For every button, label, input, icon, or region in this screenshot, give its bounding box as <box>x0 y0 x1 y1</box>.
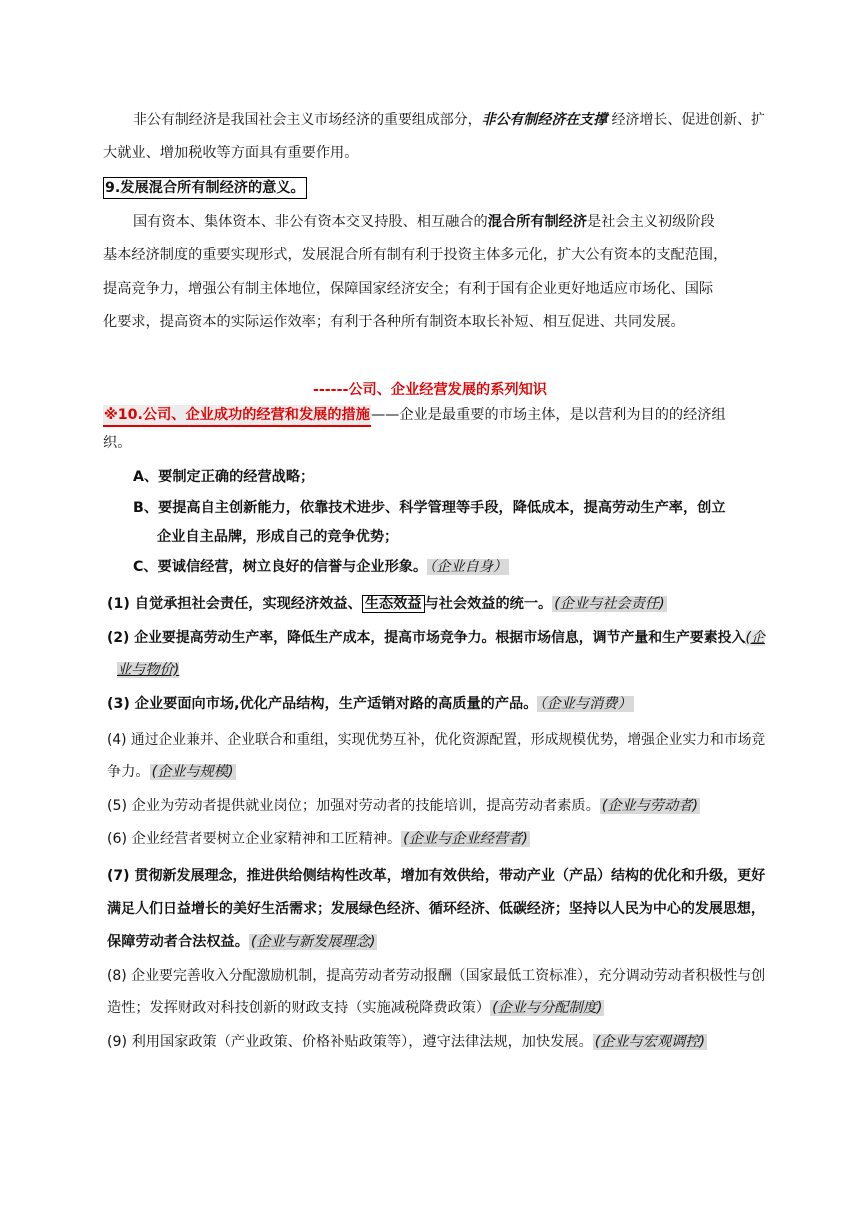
heading-9-label: 9.发展混合所有制经济的意义。 <box>103 177 307 199</box>
item-8-line-1: (8) 企业要完善收入分配激励机制，提高劳动者劳动报酬（国家最低工资标准），充分调动劳动者积极性与创 <box>107 968 766 984</box>
item-8-line-2 <box>107 998 604 1018</box>
series-title: ------公司、企业经营发展的系列知识 <box>313 382 547 398</box>
intro-line-2 <box>103 143 358 163</box>
item-9 <box>107 1032 707 1052</box>
item-c-text: C、要诚信经营，树立良好的信誉与企业形象。 <box>133 559 428 575</box>
item-4-tag: (企业与规模) <box>151 764 234 780</box>
p9-bold-term: 混合所有制经济 <box>487 214 588 230</box>
item-2-tag-start: (企 <box>745 630 765 646</box>
item-4-line-1: (4) 通过企业兼并、企业联合和重组，实现优势互补，优化资源配置，形成规模优势，增强企业实力和市场竞 <box>107 732 766 748</box>
item-5-text: (5) 企业为劳动者提供就业岗位；加强对劳动者的技能培训，提高劳动者素质。 <box>107 798 600 814</box>
item-2-line-2 <box>117 660 179 680</box>
intro-text-cont: 经济增长、促进创新、扩 <box>607 112 765 128</box>
item-c <box>133 557 509 577</box>
item-2-text: (2) 企业要提高劳动生产率，降低生产成本，提高市场竞争力。根据市场信息，调节产量和生产要素投入 <box>107 630 746 646</box>
item-7-line-2: 满足人们日益增长的美好生活需求；发展绿色经济、循环经济、低碳经济；坚持以人民为中心的发展思想， <box>107 901 765 917</box>
item-3-tag: （企业与消费） <box>539 696 632 712</box>
item-1-tag: (企业与社会责任) <box>554 596 665 612</box>
item-b-line-2: 企业自主品牌，形成自己的竞争优势； <box>157 529 399 545</box>
intro-line-1 <box>133 110 765 130</box>
p9-line-2: 基本经济制度的重要实现形式，发展混合所有制有利于投资主体多元化，扩大公有资本的支配范围， <box>103 247 728 263</box>
heading-10-desc: ——企业是最重要的市场主体，是以营利为目的的经济组 <box>370 407 726 423</box>
p9-line-1 <box>133 212 715 232</box>
item-7-tag: (企业与新发展理念) <box>250 934 376 950</box>
item-6-text: (6) 企业经营者要树立企业家精神和工匠精神。 <box>107 831 402 847</box>
item-c-tag: （企业自身） <box>429 559 508 575</box>
item-6 <box>107 829 530 849</box>
heading-10-label: ※10.公司、企业成功的经营和发展的措施 <box>103 405 371 427</box>
item-b-line-1: B、要提高自主创新能力，依靠技术进步、科学管理等手段，降低成本，提高劳动生产率，创立 <box>133 500 726 516</box>
p9-line-3: 提高竞争力，增强公有制主体地位，保障国家经济安全；有利于国有企业更好地适应市场化、国际 <box>103 281 714 297</box>
item-8-tag: (企业与分配制度) <box>492 1000 603 1016</box>
item-1 <box>107 594 667 614</box>
heading-10-line-2: 织。 <box>103 435 132 451</box>
item-a: A、要制定正确的经营战略； <box>133 469 315 485</box>
heading-9 <box>103 177 307 199</box>
item-6-tag: (企业与企业经营者) <box>403 831 528 847</box>
item-7-line-3 <box>107 932 377 952</box>
p9-text: 国有资本、集体资本、非公有资本交叉持股、相互融合的 <box>133 214 488 230</box>
item-1-boxed-term: 生态效益 <box>362 595 425 613</box>
p9-line-4: 化要求，提高资本的实际运作效率；有利于各种所有制资本取长补短、相互促进、共同发展。 <box>103 314 685 330</box>
item-4-text-end: 争力。 <box>107 764 150 780</box>
item-3-text: (3) 企业要面向市场,优化产品结构，生产适销对路的高质量的产品。 <box>107 696 538 712</box>
item-2-line-1 <box>107 628 765 648</box>
item-5 <box>107 796 700 816</box>
item-1-text: (1) 自觉承担社会责任，实现经济效益、 <box>107 596 362 612</box>
item-5-tag: (企业与劳动者) <box>601 798 698 814</box>
item-8-text-end: 造性；发挥财政对科技创新的财政支持（实施减税降费政策） <box>107 1000 491 1016</box>
intro-text: 非公有制经济是我国社会主义市场经济的重要组成部分， <box>133 112 482 128</box>
item-1-text-cont: 与社会效益的统一。 <box>424 596 553 612</box>
item-7-text-end: 保障劳动者合法权益。 <box>107 934 249 950</box>
item-9-text: (9) 利用国家政策（产业政策、价格补贴政策等），遵守法律法规，加快发展。 <box>107 1034 593 1050</box>
item-3 <box>107 694 634 714</box>
item-9-tag: (企业与宏观调控) <box>594 1034 706 1050</box>
intro-emphasis: 非公有制经济在支撑 <box>481 112 608 128</box>
item-2-tag-end: 业与物价) <box>117 662 180 678</box>
item-7-line-1: (7) 贯彻新发展理念，推进供给侧结构性改革，增加有效供给，带动产业（产品）结构的优化和升级，更好 <box>107 868 766 884</box>
item-4-line-2 <box>107 762 236 782</box>
heading-10 <box>103 405 726 427</box>
intro-text-end: 大就业、增加税收等方面具有重要作用。 <box>103 145 359 161</box>
p9-text-cont: 是社会主义初级阶段 <box>587 214 715 230</box>
